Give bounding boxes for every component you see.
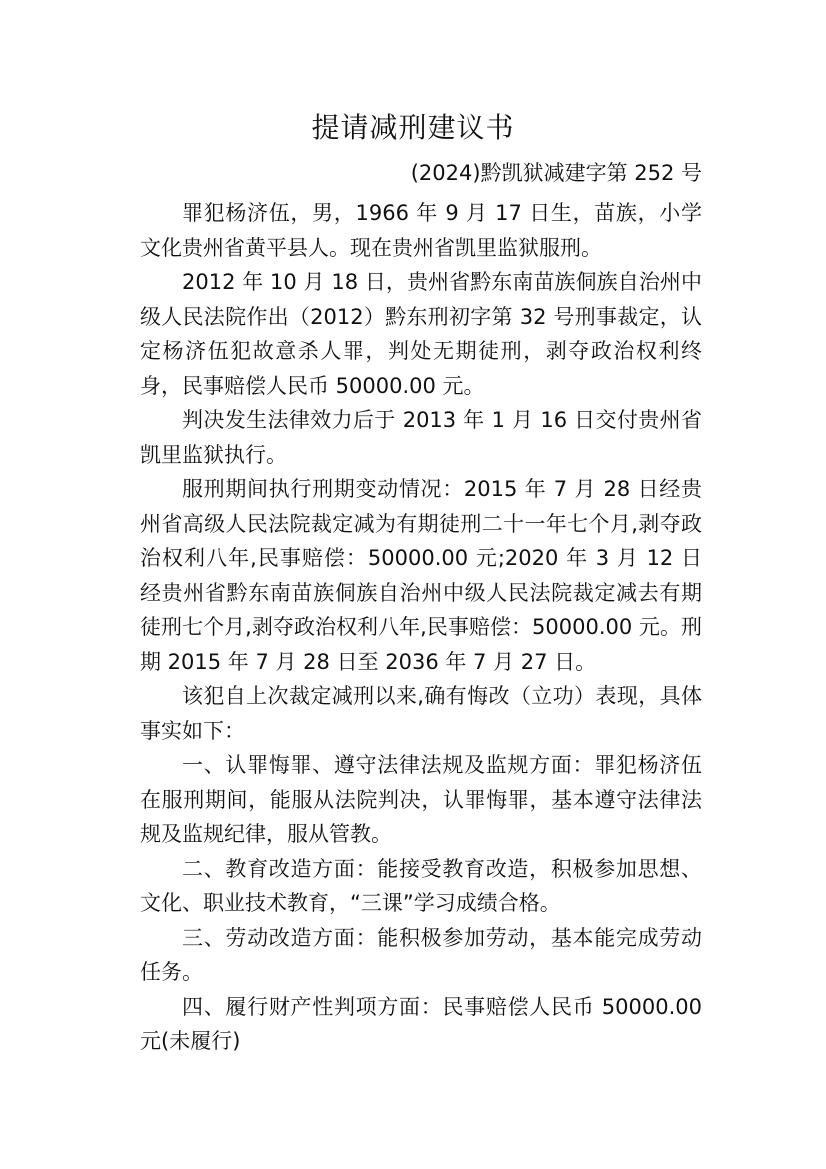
paragraph-criminal-info: 罪犯杨济伍，男，1966 年 9 月 17 日生，苗族，小学文化贵州省黄平县人。现在贵州省凯里监狱服刑。 <box>140 201 702 260</box>
document-number: (2024)黔凯狱减建字第 252 号 <box>410 161 702 185</box>
document-title: 提请减刑建议书 <box>311 111 515 144</box>
paragraph-repentance-intro: 该犯自上次裁定减刑以来,确有悔改（立功）表现，具体事实如下： <box>140 684 702 743</box>
paragraph-education: 二、教育改造方面：能接受教育改造，积极参加思想、文化、职业技术教育，“三课”学习成绩合格。 <box>140 856 702 915</box>
paragraph-sentence-changes: 服刑期间执行刑期变动情况：2015 年 7 月 28 日经贵州省高级人民法院裁定减为有期徒刑二十一年七个月,剥夺政治权利八年,民事赔偿：50000.00 元;2020 年 3 月 12 日经贵州省黔东南苗族侗族自治州中级人民法院裁定减去有期徒刑七个月,剥夺政治权利八年,民事赔偿：50000.00 元。刑期 2015 年 7 月 28 日至 2036 年 7 月 27 日。 <box>140 477 702 674</box>
paragraph-property-judgment: 四、履行财产性判项方面：民事赔偿人民币 50000.00 元(未履行) <box>140 994 702 1053</box>
document-body <box>140 196 702 1059</box>
paragraph-original-verdict: 2012 年 10 月 18 日，贵州省黔东南苗族侗族自治州中级人民法院作出（2012）黔东刑初字第 32 号刑事裁定，认定杨济伍犯故意杀人罪，判处无期徒刑，剥夺政治权利终身，民事赔偿人民币 50000.00 元。 <box>140 270 702 398</box>
paragraph-law-compliance: 一、认罪悔罪、遵守法律法规及监规方面：罪犯杨济伍在服刑期间，能服从法院判决，认罪悔罪，基本遵守法律法规及监规纪律，服从管教。 <box>140 753 702 846</box>
paragraph-labor: 三、劳动改造方面：能积极参加劳动，基本能完成劳动任务。 <box>140 925 702 984</box>
paragraph-execution: 判决发生法律效力后于 2013 年 1 月 16 日交付贵州省凯里监狱执行。 <box>140 408 702 467</box>
